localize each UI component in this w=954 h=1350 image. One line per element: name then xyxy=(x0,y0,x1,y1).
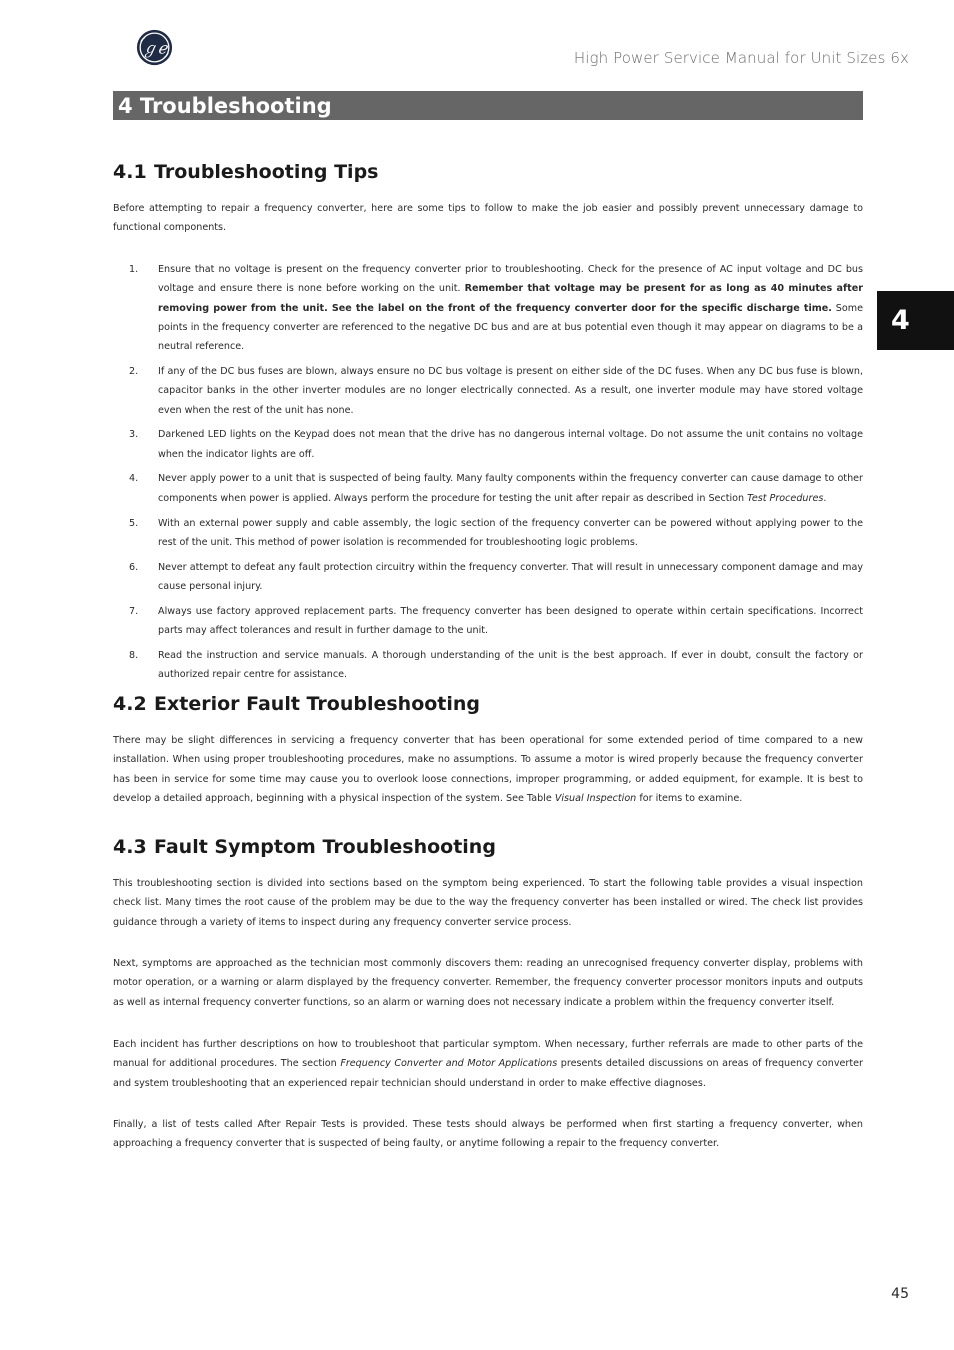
chapter-title-bar xyxy=(113,91,863,120)
list-item xyxy=(113,260,863,356)
chapter-tab-number: 4 xyxy=(891,305,910,336)
list-item-number: 3. xyxy=(129,429,139,441)
section-4-1-intro: Before attempting to repair a frequency converter, here are some tips to follow to make the job easier and possibly prevent unnecessary damage to functional components. xyxy=(113,203,863,234)
list-item-text xyxy=(158,260,863,356)
list-item-number: 8. xyxy=(129,649,139,661)
section-4-3-paragraph-4: Finally, a list of tests called After Repair Tests is provided. These tests should always be performed when first starting a frequency converter, when approaching a frequency converter that is suspected of being faulty, or anytime following a repair to the frequency converter. xyxy=(113,1119,863,1150)
chapter-title: 4 Troubleshooting xyxy=(118,93,332,118)
list-item xyxy=(113,362,863,420)
tip-text-part: Never apply power to a unit that is suspected of being faulty. Many faulty components within the frequency converter can cause damage to other components when power is applied. Always perform the procedure for testing the unit after repair as described in Section xyxy=(158,473,863,504)
list-item xyxy=(113,558,863,597)
section-title: Troubleshooting Tips xyxy=(154,161,379,183)
tip-text-part: Some points in the frequency converter are referenced to the negative DC bus and are at bus potential even though it may appear on diagrams to be a neutral reference. xyxy=(158,302,863,353)
section-reference: Frequency Converter and Motor Applications xyxy=(340,1058,558,1070)
troubleshooting-tips-list xyxy=(113,260,863,690)
tip-text-part: Ensure that no voltage is present on the frequency converter prior to troubleshooting. Check for the presence of AC input voltage and DC bus voltage and ensure there is none before working on the unit. xyxy=(158,264,863,295)
section-number: 4.2 xyxy=(113,693,147,715)
section-heading-4-1 xyxy=(113,161,378,183)
paragraph-text-part: for items to examine. xyxy=(639,792,743,804)
list-item-number: 5. xyxy=(129,517,139,529)
list-item-text: Always use factory approved replacement parts. The frequency converter has been designed to operate within certain specifications. Incorrect parts may affect tolerances and result in further damage to the unit. xyxy=(158,605,863,637)
list-item-text: Darkened LED lights on the Keypad does not mean that the drive has no dangerous internal voltage. Do not assume the unit contains no voltage when the indicator lights are off. xyxy=(158,429,863,460)
page-number: 45 xyxy=(891,1286,909,1302)
section-number: 4.1 xyxy=(113,161,147,183)
chapter-thumb-tab xyxy=(877,291,954,350)
section-4-3-paragraph-3 xyxy=(113,1035,863,1093)
running-header-title: High Power Service Manual for Unit Sizes 6x xyxy=(573,49,909,67)
list-item xyxy=(113,602,863,641)
list-item xyxy=(113,646,863,685)
table-reference: Visual Inspection xyxy=(554,792,637,804)
tip-bold-warning: Remember that voltage may be present for as long as 40 minutes after removing power from the unit. See the label on the front of the frequency converter door for the specific discharge time. xyxy=(158,283,863,314)
ge-logo-icon xyxy=(136,29,173,66)
section-4-2-paragraph xyxy=(113,731,863,808)
list-item-number: 6. xyxy=(129,561,139,573)
tip-text-part: . xyxy=(823,492,827,504)
list-item-text: Never attempt to defeat any fault protection circuitry within the frequency converter. That will result in unnecessary component damage and may cause personal injury. xyxy=(158,561,863,592)
section-title: Exterior Fault Troubleshooting xyxy=(154,693,481,715)
paragraph-text-part: presents detailed discussions on areas of frequency converter and system troubleshooting that an experienced repair technician should understand in order to make effective diagnoses. xyxy=(113,1058,863,1089)
paragraph-text-part: Each incident has further descriptions on how to troubleshoot that particular symptom. When necessary, further referrals are made to other parts of the manual for additional procedures. The section xyxy=(113,1039,863,1070)
section-reference: Test Procedures xyxy=(747,492,824,504)
section-heading-4-2 xyxy=(113,693,480,715)
list-item xyxy=(113,469,863,508)
paragraph-text-part: There may be slight differences in servicing a frequency converter that has been operational for some extended period of time compared to a new installation. When using proper troubleshooting procedures, make no assumptions. To assume a motor is wired properly because the frequency converter has been in service for some time may cause you to overlook loose connections, improper programming, or added equipment, for example. It is best to develop a detailed approach, beginning with a physical inspection of the system. See Table xyxy=(113,735,863,804)
list-item-number: 4. xyxy=(129,473,139,485)
list-item-number: 1. xyxy=(129,264,139,275)
list-item-text: Read the instruction and service manuals. A thorough understanding of the unit is the best approach. If ever in doubt, consult the factory or authorized repair centre for assistance. xyxy=(158,649,863,681)
list-item-text xyxy=(158,469,863,508)
list-item xyxy=(113,514,863,553)
section-title: Fault Symptom Troubleshooting xyxy=(154,836,496,858)
svg-text:ℊℯ: ℊℯ xyxy=(141,38,168,58)
section-4-3-paragraph-1: This troubleshooting section is divided into sections based on the symptom being experienced. To start the following table provides a visual inspection check list. Many times the root cause of the problem may be due to the way the frequency converter has been installed or wired. The check list provides guidance through a variety of items to inspect during any frequency converter service process. xyxy=(113,878,863,928)
section-4-3-paragraph-2: Next, symptoms are approached as the technician most commonly discovers them: reading an unrecognised frequency converter display, problems with motor operation, or a warning or alarm displayed by the frequency converter. Remember, the frequency converter processor monitors inputs and outputs as well as internal frequency converter functions, so an alarm or warning does not necessary indicate a problem within the frequency converter itself. xyxy=(113,958,863,1008)
section-heading-4-3 xyxy=(113,836,496,858)
list-item-number: 7. xyxy=(129,605,139,617)
list-item-number: 2. xyxy=(129,365,139,377)
list-item xyxy=(113,425,863,464)
list-item-text: If any of the DC bus fuses are blown, always ensure no DC bus voltage is present on either side of the DC fuses. When any DC bus fuse is blown, capacitor banks in the other inverter modules are no longer electrically connected. As a result, one inverter module may have stored voltage even when the rest of the unit has none. xyxy=(158,365,863,416)
section-number: 4.3 xyxy=(113,836,147,858)
list-item-text: With an external power supply and cable assembly, the logic section of the frequency converter can be powered without applying power to the rest of the unit. This method of power isolation is recommended for troubleshooting logic problems. xyxy=(158,517,863,548)
